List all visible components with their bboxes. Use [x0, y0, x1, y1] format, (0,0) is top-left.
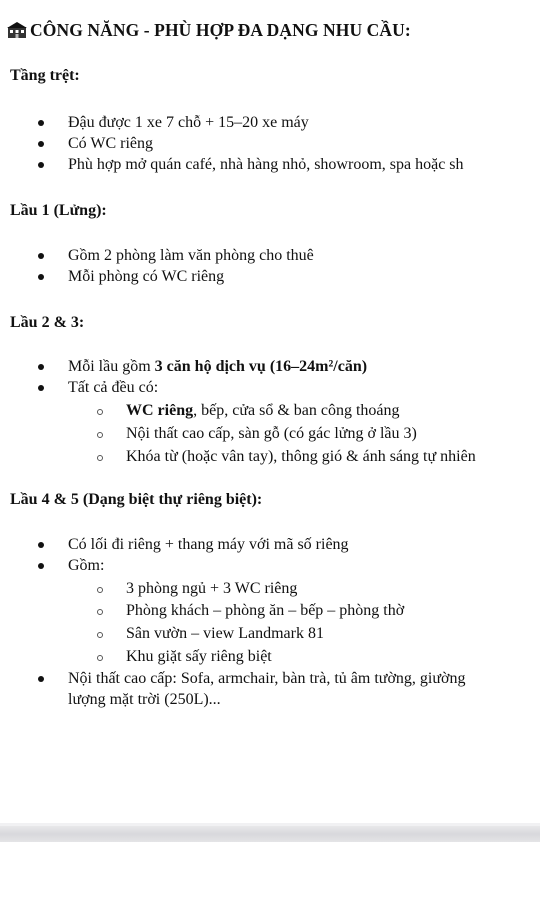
section-heading-floor-2-3: Lầu 2 & 3: [10, 314, 85, 331]
list-item: Gồm 2 phòng làm văn phòng cho thuê [68, 247, 314, 265]
list-item: Mỗi lầu gồm 3 căn hộ dịch vụ (16–24m²/căn) [68, 358, 367, 376]
document-title [7, 20, 411, 41]
list-item: Gồm: [68, 557, 104, 575]
bullet-icon [38, 120, 44, 126]
bullet-icon [38, 676, 44, 682]
bullet-icon [38, 274, 44, 280]
circle-bullet-icon [97, 432, 103, 438]
circle-bullet-icon [97, 632, 103, 638]
bullet-icon [38, 364, 44, 370]
list-item: Tất cả đều có: [68, 379, 158, 397]
sub-list-item: Sân vườn – view Landmark 81 [126, 625, 324, 643]
sub-list-item: Phòng khách – phòng ăn – bếp – phòng thờ [126, 602, 404, 620]
sub-list-item: WC riêng, bếp, cửa sổ & ban công thoáng [126, 402, 400, 420]
bullet-icon [38, 385, 44, 391]
sub-list-item: 3 phòng ngủ + 3 WC riêng [126, 580, 297, 598]
bullet-icon [38, 162, 44, 168]
list-item-continuation: lượng mặt trời (250L)... [68, 691, 221, 708]
circle-bullet-icon [97, 409, 103, 415]
section-heading-floor-4-5: Lầu 4 & 5 (Dạng biệt thự riêng biệt): [10, 491, 263, 508]
bullet-icon [38, 141, 44, 147]
list-item: Có lối đi riêng + thang máy với mã số riêng [68, 536, 349, 554]
title-text: CÔNG NĂNG - PHÙ HỢP ĐA DẠNG NHU CẦU: [30, 20, 411, 40]
list-item: Mỗi phòng có WC riêng [68, 268, 224, 286]
sub-list-item: Khóa từ (hoặc vân tay), thông gió & ánh sáng tự nhiên [126, 448, 476, 466]
sub-list-item: Nội thất cao cấp, sàn gỗ (có gác lửng ở lầu 3) [126, 425, 417, 443]
list-item: Có WC riêng [68, 135, 153, 153]
circle-bullet-icon [97, 587, 103, 593]
section-heading-floor-1: Lầu 1 (Lửng): [10, 202, 107, 219]
list-item: Phù hợp mở quán café, nhà hàng nhỏ, showroom, spa hoặc sh [68, 156, 464, 174]
list-item: Nội thất cao cấp: Sofa, armchair, bàn trà, tủ âm tường, giường [68, 670, 466, 688]
circle-bullet-icon [97, 655, 103, 661]
bullet-icon [38, 253, 44, 259]
building-icon [7, 22, 27, 39]
circle-bullet-icon [97, 609, 103, 615]
circle-bullet-icon [97, 455, 103, 461]
sub-list-item: Khu giặt sấy riêng biệt [126, 648, 272, 666]
page-bottom-edge [0, 826, 540, 842]
bullet-icon [38, 542, 44, 548]
section-heading-ground-floor: Tầng trệt: [10, 67, 80, 84]
bullet-icon [38, 563, 44, 569]
list-item: Đậu được 1 xe 7 chỗ + 15–20 xe máy [68, 114, 309, 132]
